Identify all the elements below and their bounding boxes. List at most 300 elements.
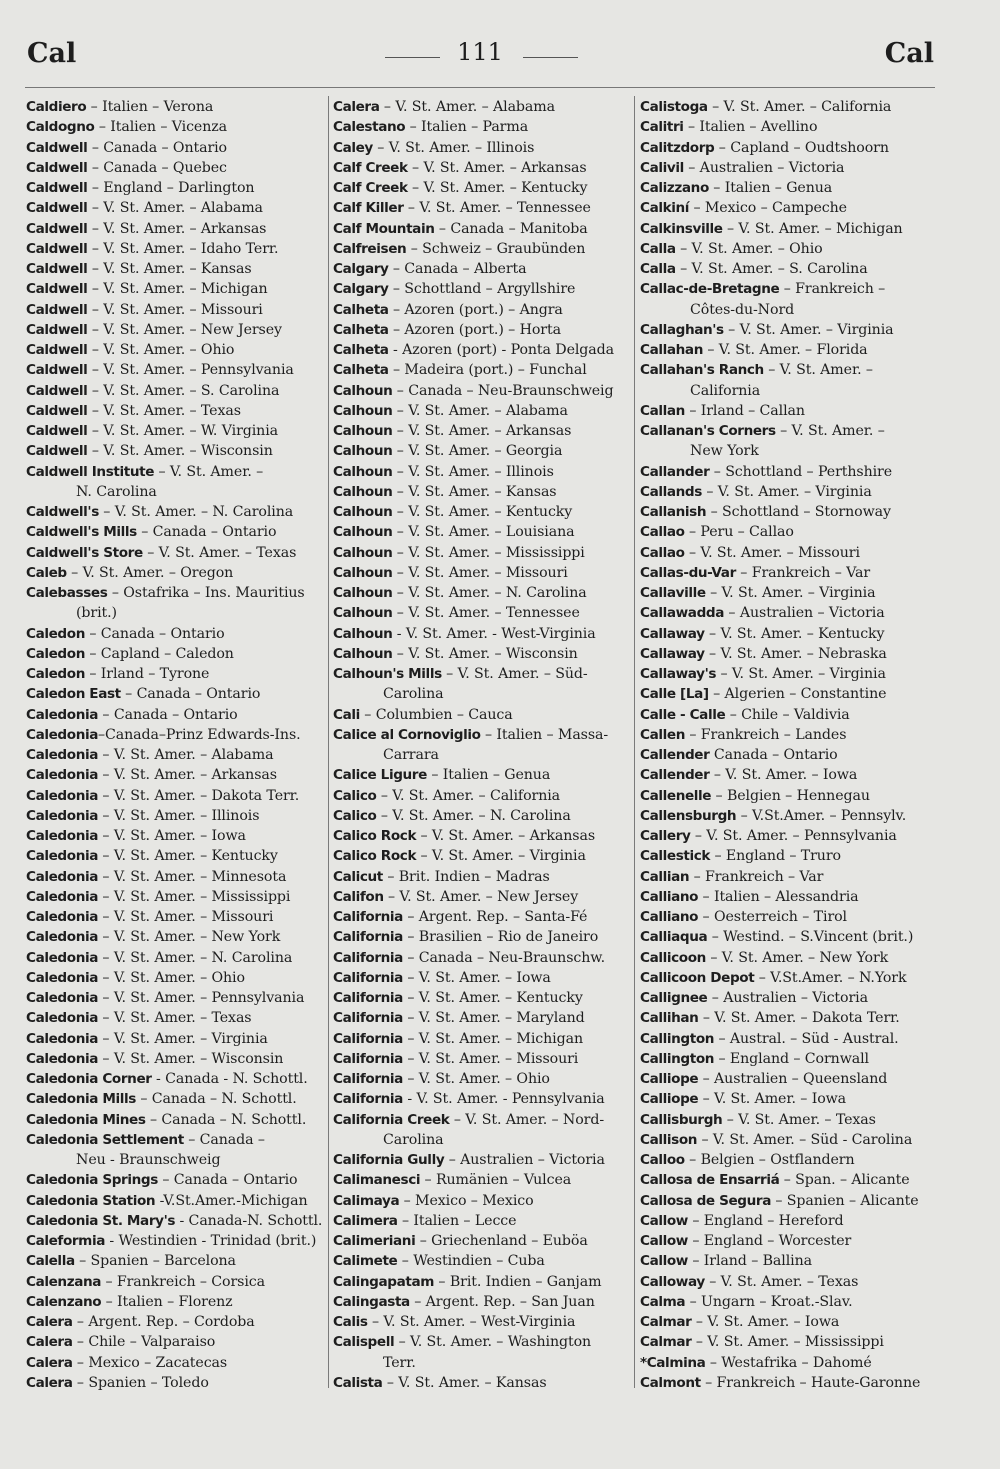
entry-location: – V. St. Amer. – N. Carolina <box>98 504 294 520</box>
entry-location: – Frankreich – Corsica <box>101 1273 265 1290</box>
entry-location: – Ungarn – Kroat.-Slav. <box>685 1293 853 1310</box>
entry-headword: Calhoun <box>333 605 393 622</box>
gazetteer-entry <box>640 644 940 664</box>
entry-location: – V. St. Amer. – N. Carolina <box>376 807 571 824</box>
gazetteer-entry <box>333 826 633 846</box>
entry-location: – V. St. Amer. – Virginia <box>416 848 586 865</box>
entry-location: – V. St. Amer. – Arkansas <box>407 159 587 176</box>
gazetteer-entry <box>333 948 633 968</box>
column-1 <box>26 97 326 1393</box>
gazetteer-entry <box>26 320 326 340</box>
entry-headword: Callignee <box>640 990 708 1006</box>
entry-headword: Callands <box>640 483 702 500</box>
gazetteer-entry <box>640 887 940 907</box>
gazetteer-entry <box>26 1150 326 1170</box>
gazetteer-entry <box>333 138 633 158</box>
gazetteer-entry <box>640 563 940 583</box>
entry-headword: Calera <box>333 99 380 115</box>
entry-location: – Brasilien – Rio de Janeiro <box>402 929 599 946</box>
entry-location: – V. St. Amer. – Illinois <box>372 139 535 156</box>
entry-headword: California <box>333 909 403 925</box>
gazetteer-entry <box>333 401 633 421</box>
entry-location: – Irland – Callan <box>684 402 805 419</box>
entry-location: – Frankreich – <box>779 281 886 298</box>
entry-headword: Callander <box>640 463 710 480</box>
entry-headword: Caledonia <box>26 767 99 784</box>
entry-headword: Calera <box>26 1354 73 1371</box>
entry-headword: Calhoun <box>333 463 393 480</box>
entry-location: – Frankreich – Haute-Garonne <box>700 1374 921 1391</box>
entry-location: – V. St. Amer. – S. Carolina <box>675 261 868 277</box>
entry-headword: Calla <box>640 261 676 277</box>
entry-headword: Calico <box>333 807 377 824</box>
entry-location: – Canada – N. Schottl. <box>145 1111 307 1128</box>
entry-headword: Calmar <box>640 1314 692 1330</box>
entry-headword: Calhoun <box>333 483 393 500</box>
entry-headword: Caldwell <box>26 200 88 217</box>
entry-location: N. Carolina <box>76 483 157 500</box>
gazetteer-entry <box>640 138 940 158</box>
entry-headword: Caledonia <box>26 909 99 925</box>
entry-headword: Caldwell's Mills <box>26 524 137 541</box>
entry-location: – Oesterreich – Tirol <box>698 909 847 925</box>
entry-headword: Caldwell <box>26 281 88 298</box>
entry-headword: Calivil <box>640 159 684 176</box>
running-head-left: Cal <box>27 38 77 69</box>
gazetteer-entry <box>26 381 326 401</box>
entry-headword: Caledon <box>26 625 85 642</box>
gazetteer-entry <box>333 1272 633 1292</box>
entry-location: – V. St. Amer. – <box>775 423 885 439</box>
gazetteer-entry <box>26 968 326 988</box>
gazetteer-entry <box>333 1150 633 1170</box>
gazetteer-entry <box>640 543 940 563</box>
gazetteer-entry <box>640 1029 940 1049</box>
gazetteer-entry <box>26 745 326 765</box>
entry-location: – Capland – Caledon <box>84 645 234 662</box>
gazetteer-entry <box>640 198 940 218</box>
entry-location: –Canada–Prinz Edwards-Ins. <box>98 726 301 743</box>
entry-headword: Caledonia Mines <box>26 1111 146 1128</box>
gazetteer-entry <box>26 279 326 299</box>
page-header <box>0 0 1000 90</box>
gazetteer-entry <box>333 887 633 907</box>
entry-location: – Italien – Alessandria <box>698 888 859 905</box>
entry-location: – Argent. Rep. – Santa-Fé <box>402 909 588 925</box>
entry-headword: Calera <box>26 1334 73 1351</box>
gazetteer-entry <box>640 1292 940 1312</box>
entry-location: – Azoren (port.) – Horta <box>388 321 561 338</box>
entry-headword: Caledonia <box>26 868 99 885</box>
entry-headword: Caledonia <box>26 706 99 723</box>
gazetteer-entry <box>640 1150 940 1170</box>
entry-headword: Caldwell <box>26 342 88 358</box>
entry-location: – V. St. Amer. – Missouri <box>87 301 263 318</box>
entry-location: Carolina <box>383 1131 444 1148</box>
gazetteer-entry <box>26 927 326 947</box>
gazetteer-entry <box>640 421 940 441</box>
entry-location: – Capland – Oudtshoorn <box>714 139 889 156</box>
entry-location: – Canada – Ontario <box>136 524 277 541</box>
gazetteer-entry <box>26 482 326 502</box>
entry-location: – Canada – Ontario <box>84 625 225 642</box>
gazetteer-entry <box>333 239 633 259</box>
gazetteer-entry <box>640 1049 940 1069</box>
entry-location: – V. St. Amer. – New York <box>705 949 889 966</box>
entry-location: – V. St. Amer. – Virginia <box>723 321 894 338</box>
entry-location: Terr. <box>383 1354 416 1371</box>
entry-headword: Callao <box>640 544 685 561</box>
entry-location: – Chile – Valdivia <box>725 706 850 723</box>
column-divider <box>328 96 329 1388</box>
entry-headword: Callas-du-Var <box>640 564 736 581</box>
entry-location: – V. St. Amer. – Iowa <box>691 1314 840 1330</box>
entry-headword: Callaway <box>640 645 705 662</box>
gazetteer-entry <box>640 300 940 320</box>
gazetteer-entry <box>26 1312 326 1332</box>
entry-location: – V. St. Amer. – Mississippi <box>392 544 585 561</box>
entry-location: – Canada – Neu-Braunschweig <box>392 382 614 399</box>
entry-location: – V. St. Amer. – Kentucky <box>98 848 278 865</box>
gazetteer-entry <box>640 279 940 299</box>
entry-headword: Caldwell <box>26 180 88 196</box>
entry-location: – V. St. Amer. – Wisconsin <box>98 1050 284 1067</box>
gazetteer-entry <box>333 340 633 360</box>
entry-location: – V. St. Amer. – Kansas <box>382 1374 547 1391</box>
entry-headword: Caldwell <box>26 261 88 277</box>
gazetteer-entry <box>333 502 633 522</box>
entry-headword: Callenelle <box>640 787 712 804</box>
entry-location: – Azoren (port.) – Angra <box>388 301 563 318</box>
entry-location: – V. St. Amer. – Oregon <box>66 564 234 581</box>
gazetteer-entry <box>26 421 326 441</box>
gazetteer-entry <box>333 846 633 866</box>
entry-headword: Caldwell's Store <box>26 544 143 561</box>
gazetteer-entry <box>640 1211 940 1231</box>
gazetteer-entry <box>640 583 940 603</box>
gazetteer-entry <box>640 1251 940 1271</box>
entry-location: – V. St. Amer. – Nebraska <box>704 645 887 662</box>
gazetteer-entry <box>640 340 940 360</box>
entry-location: – V. St. Amer. – New Jersey <box>87 321 282 338</box>
gazetteer-entry <box>26 1292 326 1312</box>
gazetteer-entry <box>26 603 326 623</box>
gazetteer-entry <box>26 1231 326 1251</box>
entry-location: – Columbien – Cauca <box>359 706 513 723</box>
entry-location: – V. St. Amer. – <box>763 362 873 379</box>
entry-headword: Calliano <box>640 909 699 925</box>
entry-headword: Calgary <box>333 281 389 298</box>
gazetteer-entry <box>26 360 326 380</box>
entry-location: – Mexico – Zacatecas <box>72 1354 228 1371</box>
entry-headword: Calle [La] <box>640 686 709 703</box>
entry-location: – V. St. Amer. – Maryland <box>402 1010 585 1027</box>
entry-headword: Calicut <box>333 868 383 885</box>
entry-headword: Callihan <box>640 1010 699 1027</box>
entry-headword: California <box>333 990 403 1006</box>
entry-headword: Caledonia <box>26 828 99 844</box>
entry-location: – V. St. Amer. – Pennsylvania <box>690 828 897 844</box>
entry-location: – Italien – Florenz <box>101 1293 233 1310</box>
gazetteer-entry <box>333 259 633 279</box>
entry-headword: Callahan's Ranch <box>640 362 764 379</box>
entry-headword: Calimaya <box>333 1192 400 1209</box>
entry-headword: Caleb <box>26 564 67 581</box>
entry-headword: Caledon East <box>26 686 121 703</box>
entry-location: – V. St. Amer. – Wisconsin <box>87 443 273 460</box>
entry-headword: Caldwell <box>26 443 88 460</box>
gazetteer-entry <box>26 1373 326 1393</box>
gazetteer-entry <box>640 1373 940 1393</box>
entry-headword: Calhoun <box>333 402 393 419</box>
entry-location: – V. St. Amer. – Ohio <box>98 969 245 986</box>
gazetteer-entry <box>333 178 633 198</box>
entry-headword: Caldwell <box>26 362 88 379</box>
entry-location: – V. St. Amer. – Louisiana <box>392 524 575 541</box>
entry-headword: Caledonia Settlement <box>26 1131 184 1148</box>
entry-location: - Canada - N. Schottl. <box>151 1071 308 1087</box>
entry-headword: Callow <box>640 1212 688 1229</box>
entry-location: - V. St. Amer. - West-Virginia <box>392 625 596 642</box>
entry-headword: Callian <box>640 868 690 885</box>
entry-location: – V. St. Amer. – Arkansas <box>98 767 277 784</box>
gazetteer-entry <box>333 279 633 299</box>
entry-headword: Callensburgh <box>640 807 737 824</box>
gazetteer-entry <box>333 158 633 178</box>
gazetteer-entry <box>26 1069 326 1089</box>
gazetteer-entry <box>333 1312 633 1332</box>
entry-headword: Caledonia <box>26 848 99 865</box>
entry-headword: Calliope <box>640 1071 699 1087</box>
entry-location: – Canada – Quebec <box>87 159 227 176</box>
gazetteer-entry <box>333 1353 633 1373</box>
gazetteer-entry <box>333 1211 633 1231</box>
gazetteer-entry <box>333 563 633 583</box>
gazetteer-entry <box>333 1110 633 1130</box>
gazetteer-entry <box>640 927 940 947</box>
entry-location: – V. St. Amer. – Alabama <box>87 200 263 217</box>
gazetteer-entry <box>333 988 633 1008</box>
entry-headword: Calera <box>26 1314 73 1330</box>
gazetteer-entry <box>333 725 633 745</box>
entry-location: – V. St. Amer. – Missouri <box>98 909 274 925</box>
entry-location: – Italien – Vicenza <box>94 119 227 136</box>
entry-location: – V. St. Amer. – Kentucky <box>407 180 588 196</box>
entry-location: – V. St. Amer. – Texas <box>722 1111 876 1128</box>
entry-location: – V. St. Amer. – Texas <box>142 544 297 561</box>
entry-headword: Callaway <box>640 625 705 642</box>
gazetteer-entry <box>333 320 633 340</box>
entry-location: – Australien – Victoria <box>683 159 845 176</box>
entry-headword: Callicoon <box>640 949 706 966</box>
entry-location: – Frankreich – Var <box>689 868 824 885</box>
gazetteer-entry <box>333 786 633 806</box>
gazetteer-entry <box>26 1191 326 1211</box>
entry-headword: Calkinsville <box>640 220 723 237</box>
entry-location: – V. St. Amer. – Pennsylvania <box>87 362 294 379</box>
gazetteer-entry <box>26 219 326 239</box>
entry-location: – V. St. Amer. – W. Virginia <box>87 423 279 439</box>
gazetteer-entry <box>26 826 326 846</box>
entry-location: – Canada – Ontario <box>120 686 261 703</box>
gazetteer-entry <box>26 1049 326 1069</box>
entry-location: – Canada – Alberta <box>388 261 527 277</box>
gazetteer-entry <box>26 1211 326 1231</box>
entry-location: – V. St. Amer. – Texas <box>87 402 241 419</box>
gazetteer-entry <box>333 684 633 704</box>
gazetteer-entry <box>26 158 326 178</box>
gazetteer-entry <box>640 522 940 542</box>
entry-headword: Caledonia <box>26 990 99 1006</box>
entry-headword: Callender <box>640 747 710 763</box>
entry-location: – V. St. Amer. – Iowa <box>98 828 246 844</box>
gazetteer-entry <box>640 725 940 745</box>
entry-location: - V. St. Amer. - Pennsylvania <box>402 1091 605 1108</box>
entry-location: – Italien – Lecce <box>397 1212 517 1229</box>
entry-headword: Caldwell's <box>26 504 99 520</box>
gazetteer-entry <box>26 624 326 644</box>
gazetteer-entry <box>333 705 633 725</box>
entry-headword: Caley <box>333 139 373 156</box>
entry-location: – England – Cornwall <box>714 1050 869 1067</box>
entry-location: – V. St. Amer. – New York <box>98 929 281 946</box>
entry-location: – England – Hereford <box>687 1212 844 1229</box>
entry-location: – V. St. Amer. – Virginia <box>705 585 876 601</box>
entry-location: – V. St. Amer. – Iowa <box>709 767 858 784</box>
gazetteer-entry <box>26 1353 326 1373</box>
entry-headword: Calimera <box>333 1212 398 1229</box>
entry-location: – V. St. Amer. – Mississippi <box>691 1334 884 1351</box>
entry-headword: Callac-de-Bretagne <box>640 281 780 298</box>
entry-headword: Calhoun <box>333 504 393 520</box>
entry-headword: Calingasta <box>333 1293 410 1310</box>
entry-headword: Calice al Cornoviglio <box>333 726 481 743</box>
entry-location: – V. St. Amer. – Kansas <box>87 261 252 277</box>
entry-headword: Caledonia St. Mary's <box>26 1212 176 1229</box>
entry-headword: Calhoun <box>333 585 393 601</box>
entry-location: - Westindien - Trinidad (brit.) <box>104 1233 317 1249</box>
gazetteer-entry <box>640 1272 940 1292</box>
entry-location: – V. St. Amer. – Alabama <box>98 747 274 763</box>
entry-headword: Calhoun's Mills <box>333 666 442 682</box>
entry-location: – V. St. Amer. – Michigan <box>722 220 903 237</box>
entry-location: – V. St. Amer. – West-Virginia <box>367 1314 576 1330</box>
entry-headword: Caldwell <box>26 240 88 257</box>
entry-location: – Italien – Verona <box>86 99 214 115</box>
entry-headword: Calhoun <box>333 544 393 561</box>
gazetteer-entry <box>640 158 940 178</box>
entry-location: – V. St. Amer. – Alabama <box>379 99 555 115</box>
gazetteer-entry <box>333 1292 633 1312</box>
gazetteer-entry <box>333 1170 633 1190</box>
entry-headword: Callaghan's <box>640 321 724 338</box>
gazetteer-entry <box>333 360 633 380</box>
entry-location: – V. St. Amer. – S. Carolina <box>87 382 280 399</box>
entry-location: – Argent. Rep. – San Juan <box>409 1293 595 1310</box>
entry-location: – Frankreich – Landes <box>684 726 847 743</box>
entry-location: – V. St. Amer. – Nord- <box>449 1111 605 1128</box>
gazetteer-entry <box>640 117 940 137</box>
gazetteer-entry <box>333 543 633 563</box>
gazetteer-entry <box>26 806 326 826</box>
gazetteer-entry <box>26 138 326 158</box>
gazetteer-entry <box>640 1110 940 1130</box>
gazetteer-entry <box>640 1069 940 1089</box>
gazetteer-entry <box>26 907 326 927</box>
entry-location: – Italien – Genua <box>426 767 551 784</box>
entry-headword: Calf Killer <box>333 200 404 217</box>
entry-location: – Canada – <box>183 1131 265 1148</box>
gazetteer-entry <box>333 806 633 826</box>
entry-location: – Irland – Tyrone <box>84 666 210 682</box>
gazetteer-entry <box>640 786 940 806</box>
entry-headword: Calice Ligure <box>333 767 427 784</box>
entry-location: – V. St. Amer. – California <box>707 99 892 115</box>
entry-location: – V. St. Amer. – Missouri <box>392 564 568 581</box>
entry-location: – Madeira (port.) – Funchal <box>388 362 587 379</box>
entry-location: – V. St. Amer. – Arkansas <box>416 828 596 844</box>
gazetteer-entry <box>640 219 940 239</box>
entry-headword: California <box>333 1050 403 1067</box>
entry-headword: Calle - Calle <box>640 706 726 723</box>
gazetteer-entry <box>640 705 940 725</box>
entry-headword: Calista <box>333 1374 383 1391</box>
entry-headword: Caledonia <box>26 1050 99 1067</box>
entry-location: – V. St. Amer. – Arkansas <box>87 220 267 237</box>
entry-location: – V. St. Amer. – Illinois <box>98 807 260 824</box>
entry-location: – Schottland – Perthshire <box>709 463 893 480</box>
entry-headword: Callen <box>640 726 685 743</box>
entry-location: Carolina <box>383 686 444 703</box>
entry-location: – Spanien – Alicante <box>770 1192 919 1209</box>
gazetteer-entry <box>26 1089 326 1109</box>
gazetteer-entry <box>640 968 940 988</box>
gazetteer-entry <box>26 502 326 522</box>
entry-headword: Caledonia <box>26 1010 99 1027</box>
entry-headword: Calitri <box>640 119 684 136</box>
entry-location: – Canada – Ontario <box>98 706 238 723</box>
gazetteer-entry <box>26 563 326 583</box>
entry-headword: Calhoun <box>333 382 393 399</box>
entry-headword: Calgary <box>333 261 389 277</box>
gazetteer-entry <box>333 968 633 988</box>
entry-headword: Calis <box>333 1314 368 1330</box>
gazetteer-entry <box>333 1231 633 1251</box>
entry-location: – V. St. Amer. – Pennsylvania <box>98 990 305 1006</box>
entry-headword: Caldwell <box>26 382 88 399</box>
entry-location: – V. St. Amer. – Missouri <box>402 1050 579 1067</box>
entry-location: – Span. – Alicante <box>779 1172 910 1189</box>
entry-headword: Caledonia Corner <box>26 1071 152 1087</box>
entry-location: – Schweiz – Graubünden <box>406 240 586 257</box>
entry-headword: Callicoon Depot <box>640 969 755 986</box>
gazetteer-entry <box>26 705 326 725</box>
entry-headword: Caldogno <box>26 119 95 136</box>
entry-headword: Calico Rock <box>333 828 417 844</box>
gazetteer-entry <box>640 1130 940 1150</box>
top-rule <box>25 87 935 88</box>
entry-location: – Irland – Ballina <box>687 1253 812 1270</box>
gazetteer-entry <box>333 1008 633 1028</box>
entry-location: – Canada – N. Schottl. <box>135 1091 297 1108</box>
entry-location: – Chile – Valparaiso <box>72 1334 216 1351</box>
entry-location: – V. St. Amer. – Kentucky <box>402 990 583 1006</box>
entry-location: – Canada – Neu-Braunschw. <box>402 949 606 966</box>
entry-location: – V. St. Amer. – Texas <box>98 1010 252 1027</box>
entry-headword: Calenzano <box>26 1293 102 1310</box>
entry-headword: Caledonia <box>26 888 99 905</box>
entry-headword: Calheta <box>333 362 389 379</box>
